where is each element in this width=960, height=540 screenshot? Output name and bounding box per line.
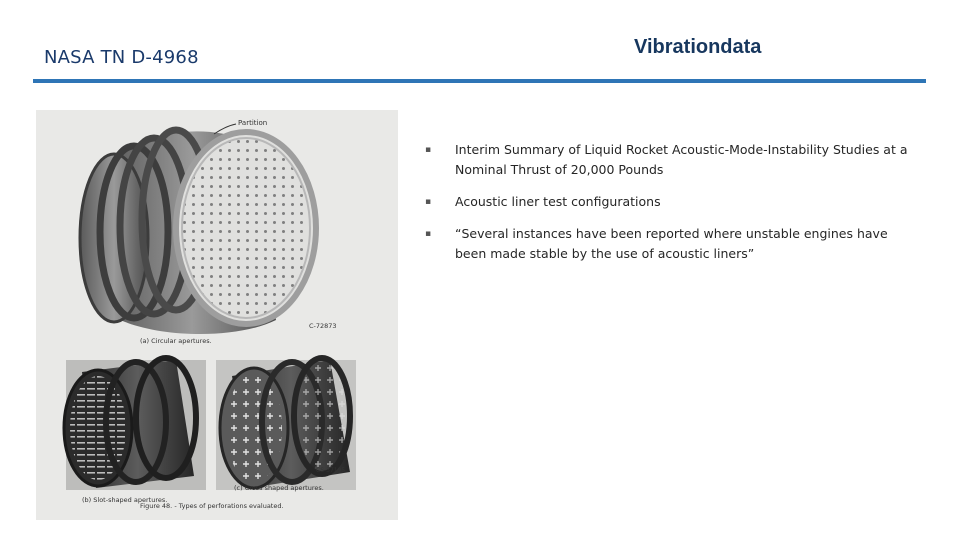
bullet-marker: ▪ — [425, 145, 432, 155]
caption-circular-apertures: (a) Circular apertures. — [140, 337, 212, 345]
bullet-text: “Several instances have been reported where unstable engines have been made stable by the use of acoustic liners” — [455, 226, 888, 261]
liner-circular-apertures — [80, 130, 316, 334]
bullet-item — [425, 224, 915, 264]
caption-slot-apertures: (b) Slot-shaped apertures. — [82, 496, 168, 504]
photo-id-a: C-72873 — [309, 322, 337, 330]
bullet-text: Interim Summary of Liquid Rocket Acoustic-Mode-Instability Studies at a Nominal Thrust of 20,000 Pounds — [455, 142, 908, 177]
liner-slot-apertures — [64, 358, 206, 490]
bullet-marker: ▪ — [425, 229, 432, 239]
header-divider — [33, 79, 926, 83]
bullet-item — [425, 192, 915, 212]
brand-title: Vibrationdata — [634, 36, 762, 58]
bullet-text: Acoustic liner test configurations — [455, 194, 661, 209]
caption-cross-apertures: (c) Cross shaped apertures. — [234, 484, 324, 492]
acoustic-liner-photos — [36, 110, 398, 520]
slide-identifier: NASA TN D-4968 — [44, 47, 199, 68]
bullet-marker: ▪ — [425, 197, 432, 207]
bullet-item — [425, 140, 915, 180]
photo-id-bc: CS-37195 — [316, 467, 346, 474]
bullet-list — [425, 140, 915, 276]
figure-caption: Figure 48. - Types of perforations evaluated. — [140, 502, 284, 510]
acoustic-liner-figure — [36, 110, 398, 520]
partition-label: Partition — [238, 119, 268, 127]
